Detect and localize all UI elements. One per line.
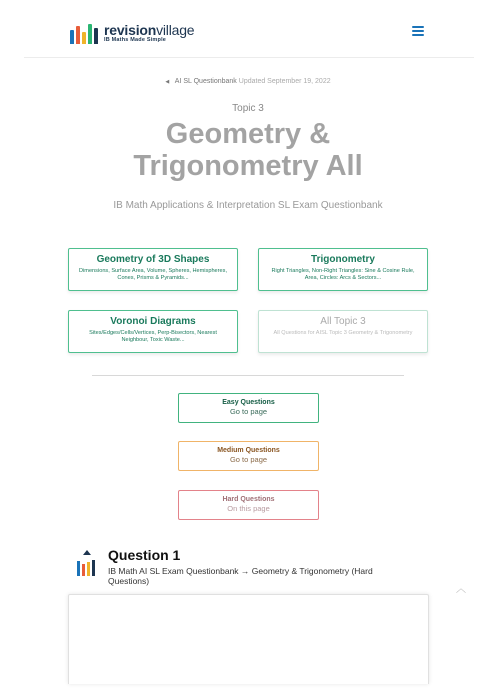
hard-questions-button[interactable]: Hard Questions On this page [178,490,319,520]
chevron-up-icon[interactable]: ︿ [456,584,466,595]
revision-village-logo[interactable] [70,22,194,44]
question-breadcrumb: IB Math AI SL Exam Questionbank → Geometry & Trigonometry (Hard Questions) [108,566,373,586]
updated-date: Updated September 19, 2022 [238,78,331,85]
card-description: Dimensions, Surface Area, Volume, Spheres, Hemispheres, Cones, Prisms & Pyramids... [79,268,227,281]
section-divider [92,375,404,376]
card-description: Right Triangles, Non-Right Triangles: Sine & Cosine Rule, Area, Circles: Arcs & Sectors... [271,268,415,281]
card-description: Sites/Edges/Cells/Vertices, Perp-Bisectors, Nearest Neighbour, Toxic Waste... [89,330,217,343]
breadcrumb [0,78,496,85]
logo-name: revisionvillage [104,21,195,38]
card-title: All Topic 3 [320,316,366,327]
page-subtitle: IB Math Applications & Interpretation SL Exam Questionbank [113,200,383,211]
card-all-topic-3[interactable] [258,310,428,353]
card-voronoi-diagrams[interactable] [68,310,238,353]
card-geometry-3d-shapes[interactable] [68,248,238,291]
hamburger-icon[interactable] [412,26,424,36]
site-header [24,10,474,58]
card-title: Voronoi Diagrams [110,316,196,327]
breadcrumb-link[interactable]: AI SL Questionbank [174,78,237,85]
question-content-frame [68,594,429,684]
logo-bars-icon [70,22,98,44]
easy-questions-button[interactable]: Easy Questions Go to page [178,393,319,423]
question-logo-icon [76,550,98,576]
card-trigonometry[interactable] [258,248,428,291]
logo-tagline: IB Maths Made Simple [104,36,167,43]
page-title: Geometry & Trigonometry All [133,118,363,182]
card-description: All Questions for AISL Topic 3 Geometry & Trigonometry [273,330,413,336]
topic-label: Topic 3 [232,103,264,114]
card-title: Trigonometry [311,254,375,265]
card-title: Geometry of 3D Shapes [96,254,210,265]
medium-questions-button[interactable]: Medium Questions Go to page [178,441,319,471]
question-heading: Question 1 [108,547,181,563]
chevron-left-icon: ◀ [165,79,170,85]
